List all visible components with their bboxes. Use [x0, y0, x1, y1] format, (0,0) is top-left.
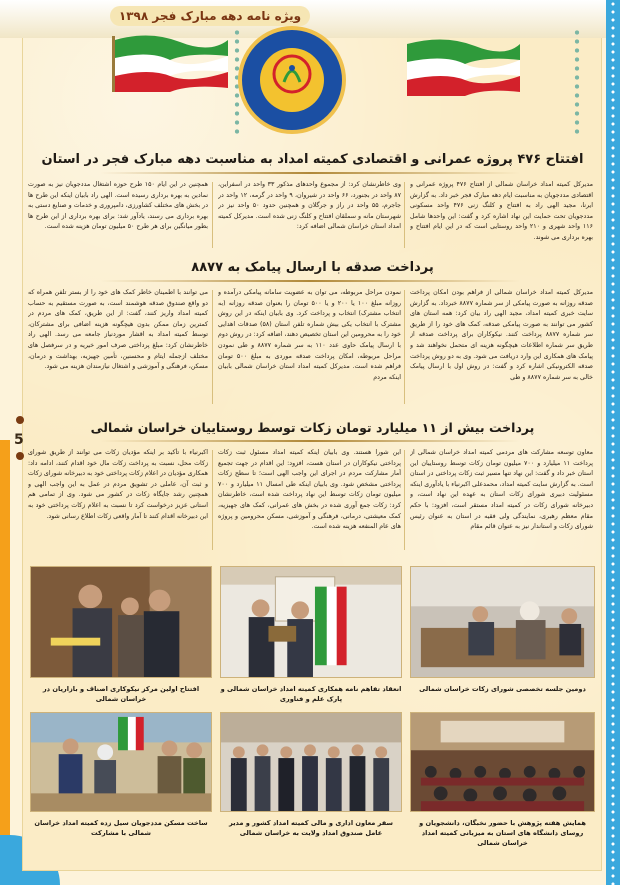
- column-divider: [404, 290, 405, 404]
- article-1-rule: [100, 172, 520, 174]
- article-2-column-3: می توانند با اطمینان خاطر کمک های خود را از بستر تلفن همراه که دو واقع صندوق صدقه هوشمند است، به صورت مستقیم به حساب کمیته امداد واریز کنند، گفت: از این طریق، کمک های مردم در کمترین زمان ممکن بدون هیچگونه هزینه اضافی برای مشترکان، توسط کمیته امداد به اقشار موردنیاز جامعه می رسد. الهی راد خاطرنشان کرد: مبلغ پرداختی صرف امور خیریه و در سرفصل های مختلف ازجمله ایتام و محسنین، تأمین جهیزیه، بهداشت و درمان، مسکن، فرهنگی و آموزشی و اشتغال نیازمندان هزینه می شود.: [28, 289, 208, 371]
- article-1-title: افتتاح ۴۷۶ پروژه عمرانی و اقتصادی کمیته امداد به مناسبت دهه مبارک فجر در استان: [41, 152, 584, 167]
- article-1-column-2: وی خاطرنشان کرد: از مجموع واحدهای مذکور ۳۳ واحد در اسفراین، ۸۷ واحد در بجنورد، ۶۶ واحد در شیروان، ۹ واحد در گرمه، ۱۲ واحد در جاجرم، ۵۵ واحد در راز و جرگلان و همچنین حدود ۵۰ واحد نیز در شهرستان مانه و سملقان افتتاح و کلنگ زنی شده است. مدیرکل کمیته امداد استان خراسان شمالی اضافه کرد:: [218, 181, 401, 231]
- iran-flag-icon: [405, 36, 525, 96]
- column-divider: [212, 290, 213, 404]
- article-1-column-3: همچنین در این ایام ۱۵۰ طرح حوزه اشتغال مددجویان نیز به صورت نمادین به بهره برداری رسیده است. الهی راد بابیان اینکه این طرح ها در بخش های مختلف کشاورزی، دامپروری و خدمات و صنایع دستی به بهره برداری می رسند، یادآور شد: برای بهره برداری از این طرح ها بطور میانگین برای هر طرح ۵۰ میلیون تومان هزینه شده است.: [28, 181, 208, 231]
- imam-khomeini-relief-emblem-icon: [238, 26, 346, 134]
- column-divider: [404, 182, 405, 248]
- photo-3-caption: افتتاح اولین مرکز نیکوکاری اصناف و بازاریان در خراسان شمالی: [42, 685, 200, 703]
- column-divider: [212, 450, 213, 550]
- article-2-column-2: نمودن مراحل مربوطه، می توان به عضویت سامانه پیامکی درآمده و روزانه مبلغ ۱۰۰ یا ۲۰۰ و یا ۵۰۰ تومان را بعنوان صدقه روزانه (به انتخاب مشترک) انتخاب و پرداخت کرد. وی بابیان اینکه در این روش مشترک با انتخاب یکی بیش شماره تلفن استان (۵۸) صدقات اهدایی خود را به محرومین این استان تخصیص دهند، اضافه کرد: در روش دوم با ارسال پیامک حاوی عدد ۱۱۰ به سر شماره ۸۸۷۷ و طی نمودن مراحل مربوطه، امکان پرداخت صدقه موردی به مبلغ ۵۰۰ تومان فراهم شده است. مدیرکل کمیته امداد استان خراسان شمالی بابیان اینکه مردم: [218, 289, 401, 381]
- photo-housing-groundbreaking: [30, 712, 212, 812]
- photo-official-visit-group: [220, 712, 402, 812]
- article-3-column-2: این شورا هستند. وی بابیان اینکه کمیته امداد مسئول ثبت زکات پرداختی نیکوکاران در استان هست، افزود: این اقدام در جهت تجمیع آمار مشارکت مردم در اجرای این واجب الهی است؛ تا سطح زکات پرداختی مشخص شود. وی بابیان اینکه طی امسال ۱۱ میلیارد و ۷۰۰ میلیون تومان زکات توسط این نهاد پرداخت شده است، خاطرنشان کرد: زکات جمع آوری شده در بخش های عمرانی، کمک های جهیزیه، کمک معیشتی، درمانی، فرهنگی و آموزشی، مسکن محرومین و پروژه های عام المنفعه هزینه شده است.: [218, 449, 401, 531]
- article-2-rule: [100, 280, 520, 282]
- photo-research-week-conference: [410, 712, 595, 812]
- article-3-rule: [100, 440, 520, 442]
- article-3-column-3: اکبرنیاء با تأکید بر اینکه مؤدیان زکات می توانند از طریق شورای زکات محل، نسبت به پرداخت زکات مال خود اقدام کنند، ادامه داد: همکاری مؤدیان در اعلام زکات پرداختی خود به دبیرخانه شورای زکات و ثبت آن، عاملی در تشویق مردم در عمل به این واجب الهی و همچنین رشد جایگاه زکات در کشور می شود. وی از تمامی هم استانی عزیز درخواست کرد تا نسبت به اعلام زکات پرداختی خود به این دبیرخانه اقدام کنند تا آمار واقعی زکات اطلاع رسانی شود.: [28, 449, 208, 520]
- left-orange-stripe: [0, 440, 10, 885]
- photo-memorandum-signing: [220, 566, 402, 678]
- iran-flag-icon: [110, 32, 230, 92]
- photo-2-caption: انعقاد تفاهم نامه همکاری کمیته امداد خراسان شمالی و پارک علم و فناوری: [220, 685, 402, 703]
- article-3-title: پرداخت بیش از ۱۱ میلیارد تومان زکات توسط روستاییان خراسان شمالی: [90, 420, 535, 435]
- right-dotted-edge: [610, 0, 616, 885]
- photo-6-caption: ساخت مسکن مددجویان سیل زده کمیته امداد خراسان شمالی با مشارکت: [34, 819, 208, 837]
- ornament-dot-icon: [16, 416, 24, 424]
- ornament-right-icon: [572, 28, 582, 138]
- ornament-dot-icon: [16, 452, 24, 460]
- article-1-column-1: مدیرکل کمیته امداد خراسان شمالی از افتتاح ۴۷۶ پروژه عمرانی و اقتصادی مددجویان به مناسبت ایام دهه مبارک فجر خبر داد. به گزارش ایرنا، مجید الهی راد به افتتاح و کلنگ زنی ۴۷۶ واحد مسکونی مددجویان تحت حمایت این نهاد اشاره کرد و گفت: این واحدها شامل ۱۱۶ واحد شهری و ۲۱۰ واحد روستایی است که در این ایام افتتاح و بهره برداری می شوند.: [410, 181, 593, 241]
- header-title: ویژه نامه دهه مبارک فجر ۱۳۹۸: [110, 6, 310, 26]
- photo-4-caption: همایش هفته پژوهش با حضور نخبگان، دانشجویان و روسای دانشگاه های استان به میزبانی کمیته امداد خراسان شمالی: [419, 819, 586, 847]
- article-2-title: پرداخت صدقه با ارسال پیامک به ۸۸۷۷: [191, 260, 434, 275]
- column-divider: [404, 450, 405, 550]
- article-2-column-1: مدیرکل کمیته امداد خراسان شمالی از فراهم بودن امکان پرداخت صدقه روزانه به صورت پیامکی از سر شماره ۸۸۷۷ خبرداد. به گزارش سایت خبری کمیته امداد، مجید الهی راد بیان کرد: همه استان های کشور می توانند به صورت پیامکی صدقه، کمک های خود را از طریق سر شماره ۸۸۷۷ پرداخت کنند. نیکوکاران برای پرداخت صدقه از طریق سر شماره اطلاعات هیچگونه هزینه ای متحمل نخواهند شد و پیامک های همکاری این وارد دریافت می شود. وی به دو روش پرداخت صدقه الکترونیکی اشاره کرد و گفت: در روش اول با ارسال پیامک خالی به سر شماره ۸۸۷۷ و طی: [410, 289, 593, 381]
- article-3-column-1: معاون توسعه مشارکت های مردمی کمیته امداد خراسان شمالی از پرداخت ۱۱ میلیارد و ۷۰۰ میلیون تومان زکات توسط روستاییان این استان خبر داد و گفت: این نهاد تنها مسیر ثبت زکات پرداختی در استان است. به گزارش سایت کمیته امداد، محمدعلی اکبرنیاء با یادآوری اینکه مسئولیت دبیری شورای زکات استان به عهده این نهاد است، و دبیرخانه شورای زکات در کمیته امداد مستقر است، افزود: با حکم مقام معظم رهبری، نمایندگی ولی فقیه در استان به عنوان رئیس شورای زکات و استاندار نیز به عنوان قائم مقام: [410, 449, 593, 531]
- photo-1-caption: دومین جلسه تخصصی شورای زکات خراسان شمالی: [419, 685, 586, 693]
- page-number: 5: [14, 432, 24, 448]
- photo-charity-center-opening: [30, 566, 212, 678]
- column-divider: [212, 182, 213, 248]
- photo-zakat-council-meeting: [410, 566, 595, 678]
- photo-5-caption: سفر معاون اداری و مالی کمیته امداد کشور و مدیر عامل صندوق امداد ولایت به خراسان شمالی: [228, 819, 394, 837]
